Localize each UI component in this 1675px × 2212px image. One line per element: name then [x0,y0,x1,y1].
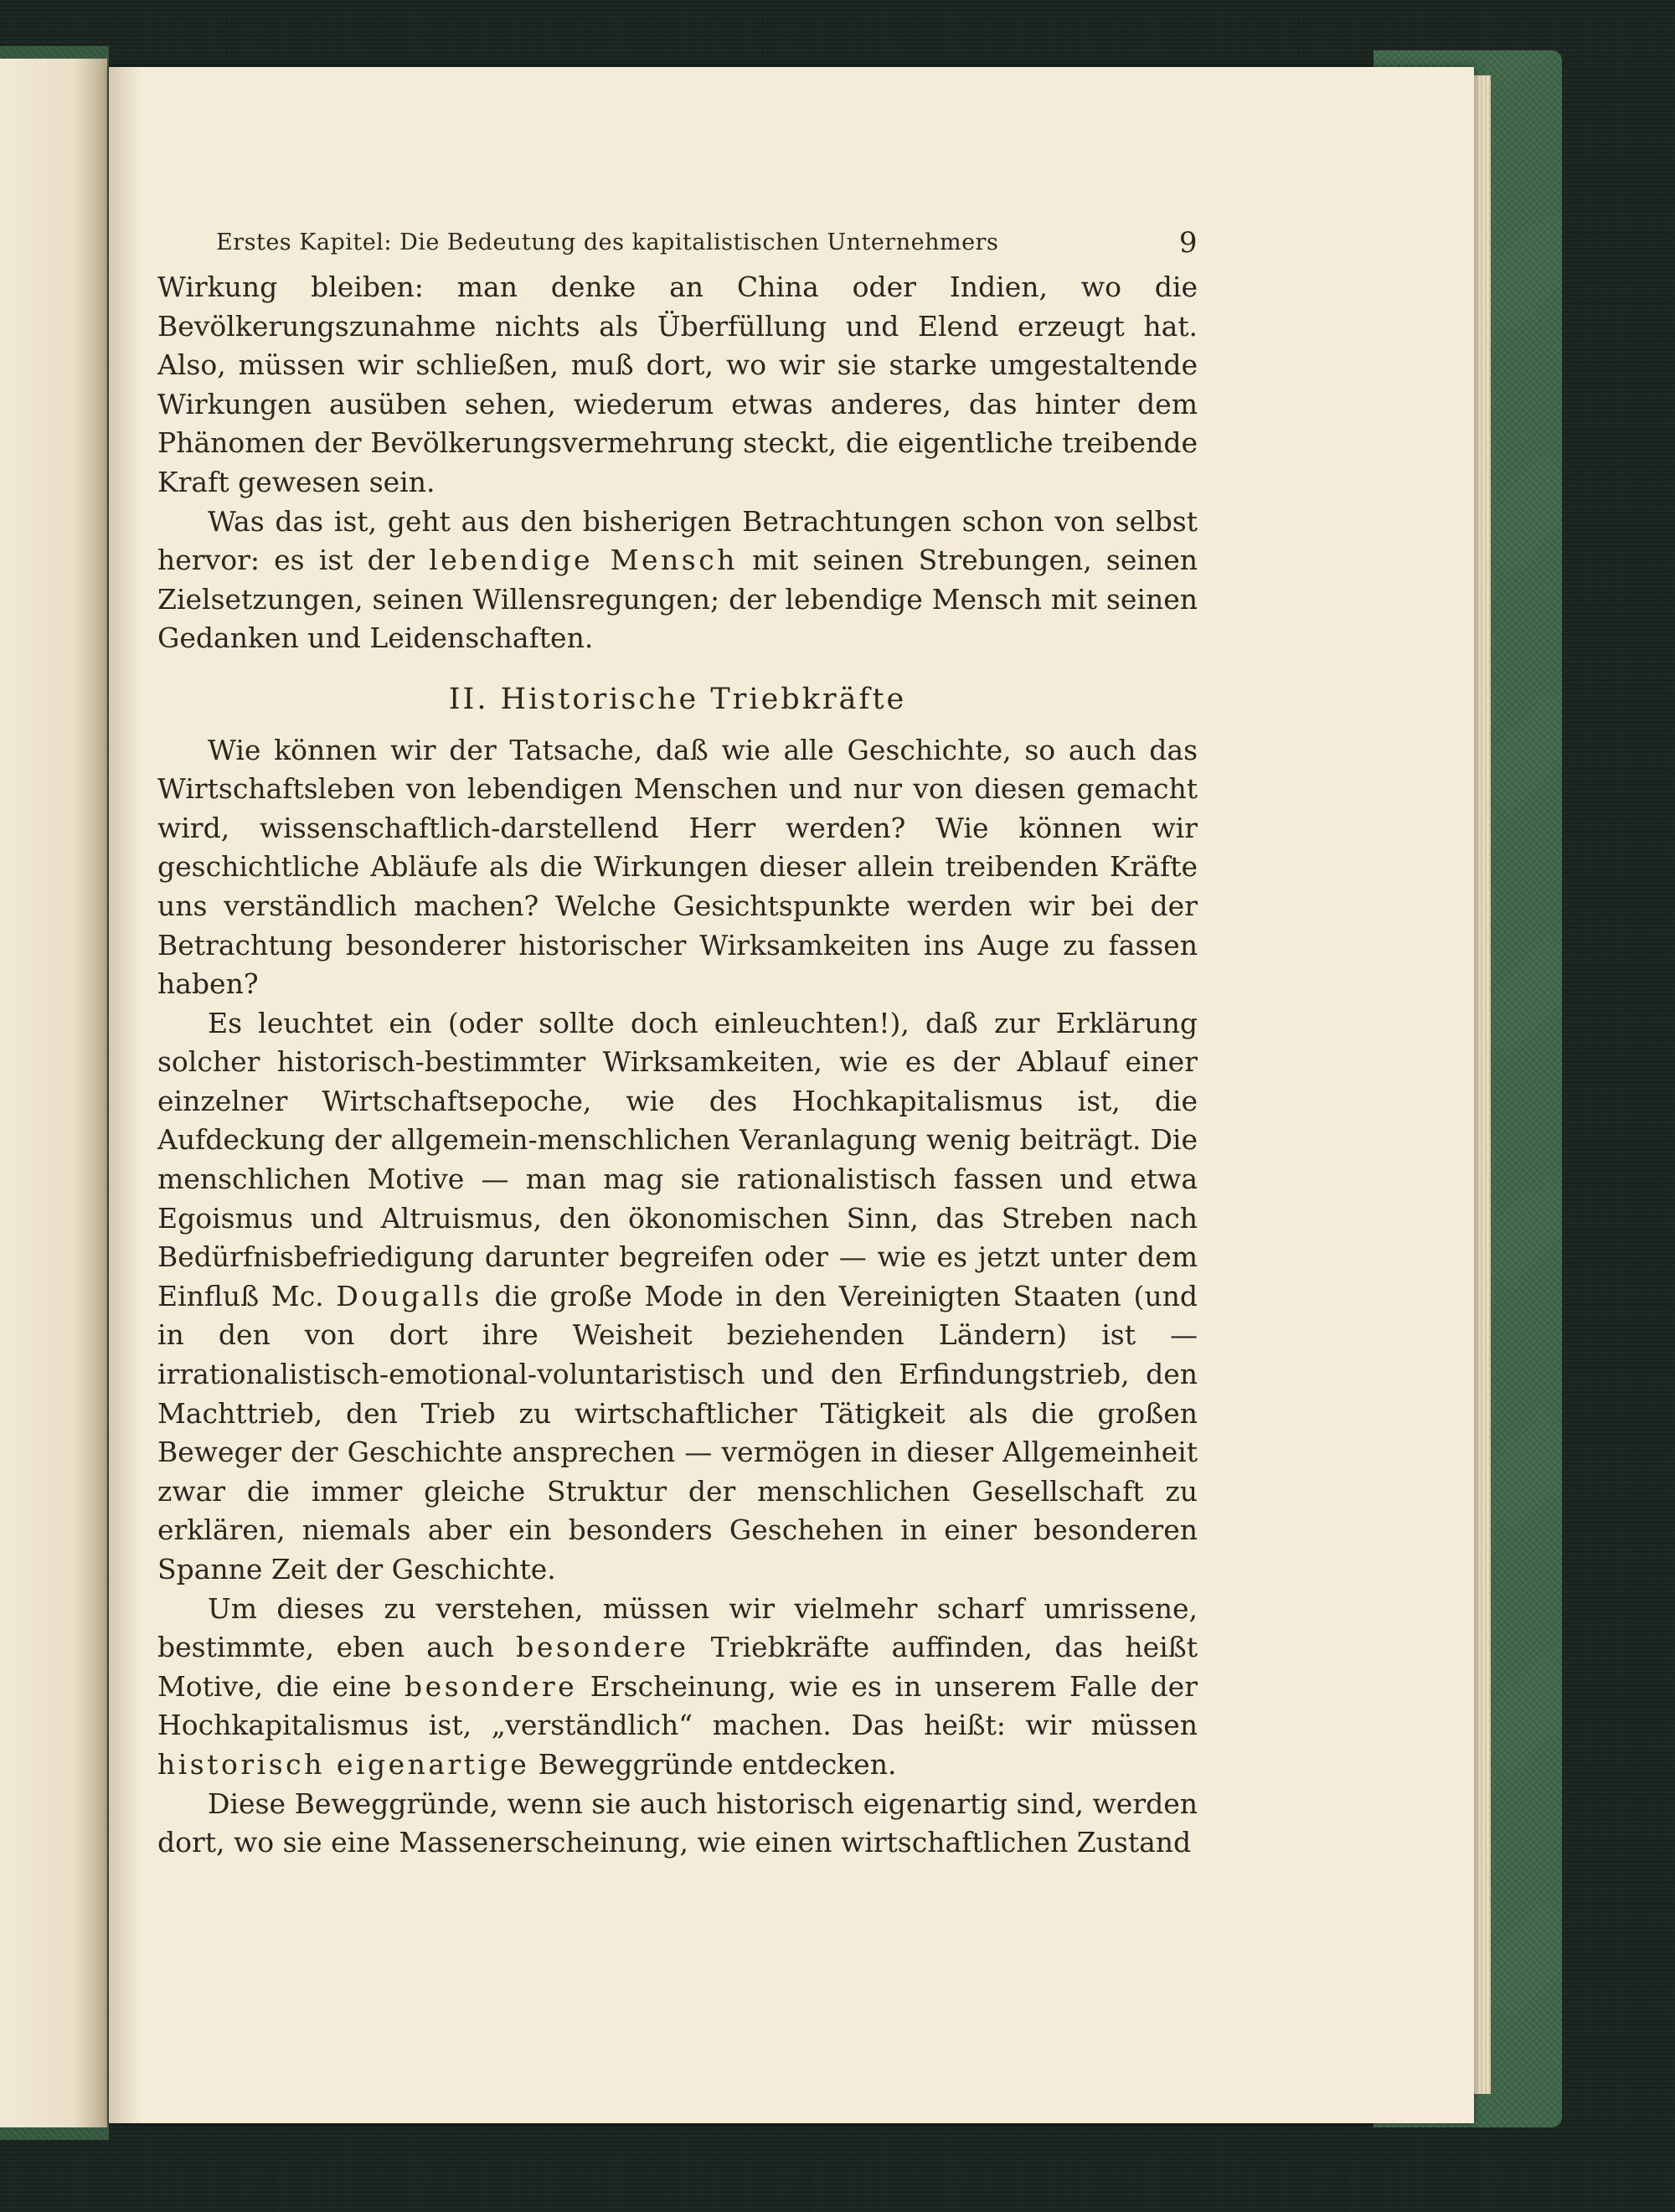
body-text [157,268,1198,1863]
paragraph [157,731,1198,1004]
text-run: Es leuchtet ein (oder sollte doch einleuchten!), daß zur Erklärung solcher historisch-bestimmter Wirksamkeiten, wie es der Ablauf einer einzelner Wirtschaftsepoche, wie des Hochkapitalismus ist, die Aufdeckung der allgemein-menschlichen Veranlagung wenig beiträgt. Die menschlichen Motive — man mag sie rationalistisch fassen und etwa Egoismus und Altruismus, den ökonomischen Sinn, das Streben nach Bedürfnisbefriedigung darunter begreifen oder — wie es jetzt unter dem Einfluß Mc. [157,1006,1198,1312]
paragraph [157,1004,1198,1590]
left-page-margin [0,59,107,2127]
page-number: 9 [1178,226,1198,260]
paragraph [157,268,1198,503]
paragraph [157,1785,1198,1863]
paragraph [157,503,1198,658]
text-run: Beweggründe entdecken. [529,1747,897,1781]
running-head-title: Erstes Kapitel: Die Bedeutung des kapitalistischen Unternehmers [216,229,999,255]
text-run: Was das ist, geht aus den bisherigen Betrachtungen schon von selbst hervor: es ist der [157,504,1198,577]
text-run: Um dieses zu verstehen, müssen wir vielmehr scharf umrissene, bestimmte, eben auch [157,1591,1198,1664]
text-run: Wirkung bleiben: man denke an China oder Indien, wo die Bevölkerungszunahme nichts als Überfüllung und Elend erzeugt hat. Also, müssen wir schließen, muß dort, wo wir sie starke umgestaltende Wirkungen ausüben sehen, wiederum etwas anderes, das hinter dem Phänomen der Bevölkerungsvermehrung steckt, die eigentliche treibende Kraft gewesen sein. [157,271,1198,498]
emphasis-text: besondere [405,1669,578,1703]
section-heading: II. Historische Triebkräfte [448,682,907,716]
emphasis-text: Dougalls [336,1279,482,1312]
paragraph [157,1590,1198,1785]
running-head [157,226,1198,268]
emphasis-text: besondere [516,1631,689,1664]
text-run: die große Mode in den Vereinigten Staaten (und in den von dort ihre Weisheit beziehenden Ländern) ist — irrationalistisch-emotional-voluntaristisch und den Erfindungstrieb, den Machttrieb, den Trieb zu wirtschaftlicher Tätigkeit als die großen Beweger der Geschichte ansprechen — vermögen in dieser Allgemeinheit zwar die immer gleiche Struktur der menschlichen Gesellschaft zu erklären, niemals aber ein besonders Geschehen in einer besonderen Spanne Zeit der Geschichte. [157,1279,1198,1586]
emphasis-text: historisch eigenartige [157,1747,530,1781]
text-run: Wie können wir der Tatsache, daß wie alle Geschichte, so auch das Wirtschaftsleben von lebendigen Menschen und nur von diesen gemacht wird, wissenschaftlich-darstellend Herr werden? Wie können wir geschichtliche Abläufe als die Wirkungen dieser allein treibenden Kräfte uns verständlich machen? Welche Gesichtspunkte werden wir bei der Betrachtung besonderer historischer Wirksamkeiten ins Auge zu fassen haben? [157,733,1198,1001]
text-run: Triebkräfte auffinden, das heißt Motive, die eine [157,1631,1198,1703]
text-run: Diese Beweggründe, wenn sie auch historisch eigenartig sind, werden dort, wo sie eine Massenerscheinung, wie einen wirtschaftlichen Zustand [157,1787,1198,1859]
text-run: Erscheinung, wie es in unserem Falle der Hochkapitalismus ist, „verständlich“ machen. Das heißt: wir müssen [157,1669,1198,1742]
text-run: mit seinen Strebungen, seinen Zielsetzungen, seinen Willensregungen; der lebendige Mensch mit seinen Gedanken und Leidenschaften. [157,544,1198,655]
page-text [157,226,1198,1863]
emphasis-text: lebendige Mensch [429,544,738,577]
